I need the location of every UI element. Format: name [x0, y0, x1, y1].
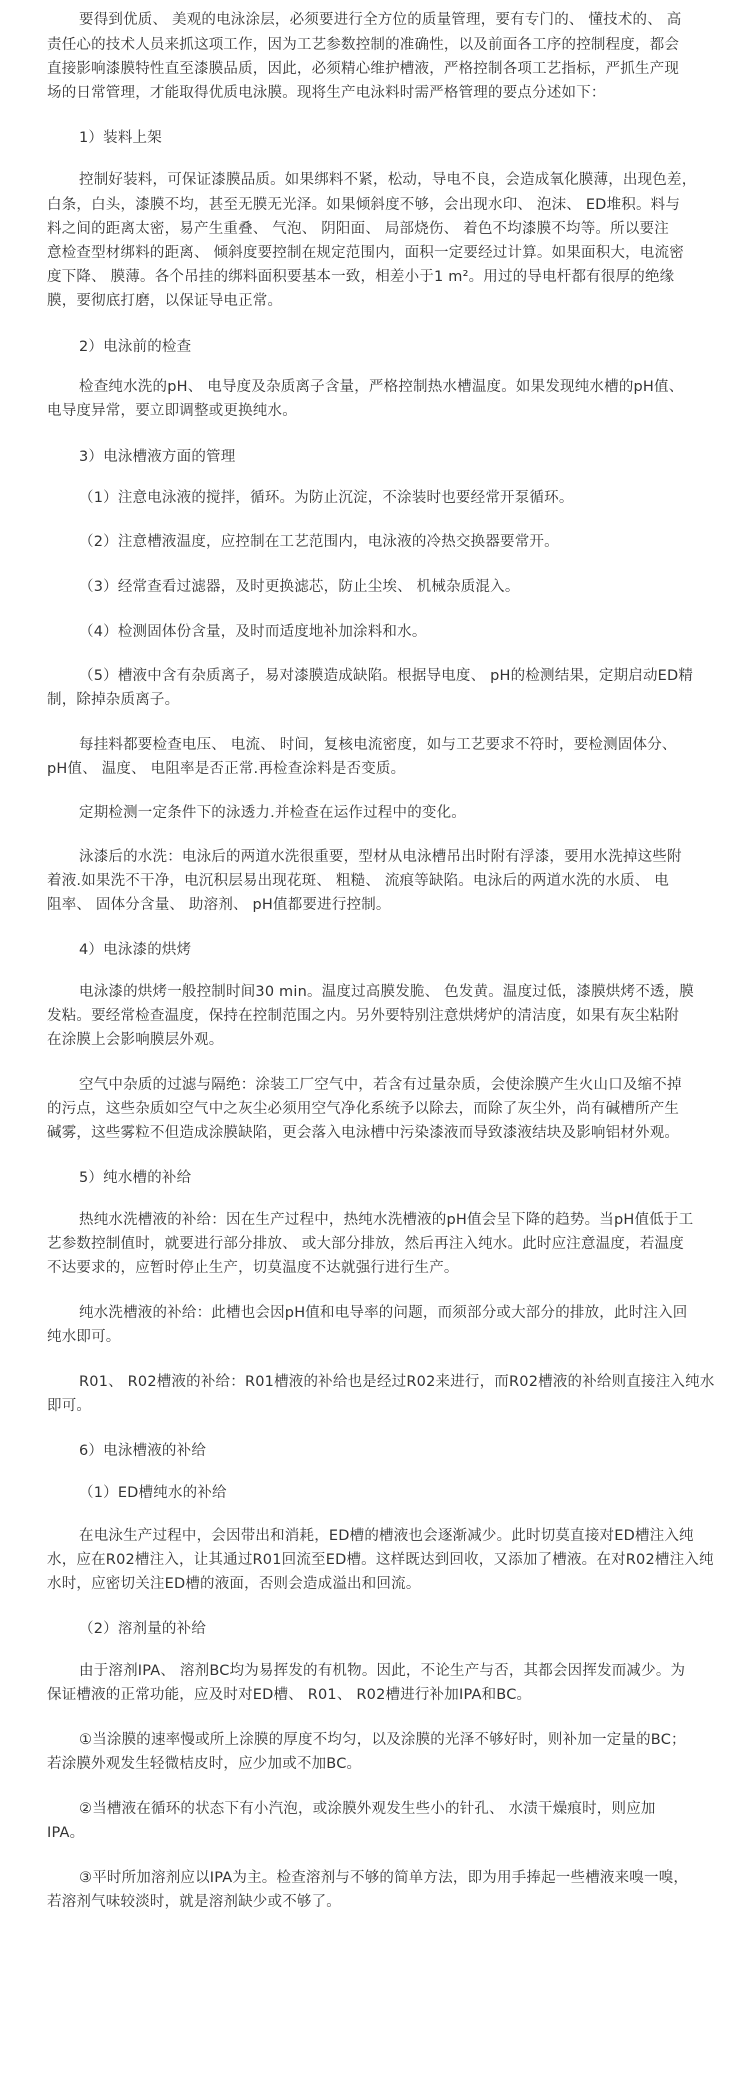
paragraph-line: 热纯水洗槽液的补给：因在生产过程中，热纯水洗槽液的pH值会呈下降的趋势。当pH值低于工	[79, 1212, 694, 1228]
paragraph-line: 白条，白头，漆膜不均，甚至无膜无光泽。如果倾斜度不够，会出现水印、 泡沫、 ED堆积。料与	[47, 197, 681, 213]
paragraph-line: 每挂料都要检查电压、 电流、 时间，复核电流密度，如与工艺要求不符时，要检测固体分、	[79, 737, 677, 753]
paragraph-line: ①当涂膜的速率慢或所上涂膜的厚度不均匀，以及涂膜的光泽不够好时，则补加一定量的BC；	[79, 1732, 686, 1748]
paragraph-line: 纯水即可。	[47, 1329, 121, 1345]
paragraph-line: 料之间的距离太密，易产生重叠、 气泡、 阴阳面、 局部烧伤、 着色不均漆膜不均等。所以要注	[47, 221, 669, 237]
paragraph-line: 控制好装料，可保证漆膜品质。如果绑料不紧，松动，导电不良，会造成氧化膜薄，出现色差，	[79, 172, 697, 188]
paragraph-line: 纯水洗槽液的补给：此槽也会因pH值和电导率的问题，而须部分或大部分的排放，此时注入回	[79, 1305, 688, 1321]
paragraph-line: 在涂膜上会影响膜层外观。	[47, 1032, 224, 1048]
section-heading: 6）电泳槽液的补给	[79, 1443, 207, 1459]
section-heading: 1）装料上架	[79, 130, 162, 146]
section-heading: 2）电泳前的检查	[79, 339, 192, 355]
paragraph-line: 检查纯水洗的pH、 电导度及杂质离子含量，严格控制热水槽温度。如果发现纯水槽的pH值、	[79, 379, 684, 395]
paragraph-line: 度下降、 膜薄。各个吊挂的绑料面积要基本一致，相差小于1 m²。用过的导电杆都有很厚的绝缘	[47, 269, 675, 285]
paragraph-line: IPA。	[47, 1825, 85, 1841]
paragraph-line: （1）ED槽纯水的补给	[79, 1485, 227, 1501]
paragraph-line: 不达要求的，应暂时停止生产，切莫温度不达就强行进行生产。	[47, 1260, 459, 1276]
paragraph-line: 意检查型材绑料的距离、 倾斜度要控制在规定范围内，面积一定要经过计算。如果面积大，电流密	[47, 245, 684, 261]
section-heading: 4）电泳漆的烘烤	[79, 942, 192, 958]
paragraph-line: ③平时所加溶剂应以IPA为主。检查溶剂与不够的简单方法，即为用手捧起一些槽液来嗅一嗅，	[79, 1870, 689, 1886]
paragraph-line: 泳漆后的水洗：电泳后的两道水洗很重要，型材从电泳槽吊出时附有浮漆，要用水洗掉这些附	[79, 849, 682, 865]
paragraph-line: 发粘。要经常检查温度，保持在控制范围之内。另外要特别注意烘烤炉的清洁度，如果有灰尘粘附	[47, 1008, 680, 1024]
paragraph-line: 保证槽液的正常功能，应及时对ED槽、 R01、 R02槽进行补加IPA和BC。	[47, 1687, 532, 1703]
paragraph-line: 艺参数控制值时，就要进行部分排放、 或大部分排放，然后再注入纯水。此时应注意温度，若温度	[47, 1236, 684, 1252]
paragraph-line: （4）检测固体份含量，及时而适度地补加涂料和水。	[79, 624, 427, 640]
paragraph-line: 即可。	[47, 1398, 92, 1414]
paragraph-line: 碱雾，这些雾粒不但造成涂膜缺陷，更会落入电泳槽中污染漆液而导致漆液结块及影响铝材外观。	[47, 1125, 680, 1141]
paragraph-line: ②当槽液在循环的状态下有小汽泡，或涂膜外观发生些小的针孔、 水渍干燥痕时，则应加	[79, 1801, 656, 1817]
paragraph-line: 着液.如果洗不干净，电沉积层易出现花斑、 粗糙、 流痕等缺陷。电泳后的两道水洗的水质、 电	[47, 873, 669, 889]
paragraph-line: 电泳漆的烘烤一般控制时间30 min。温度过高膜发脆、 色发黄。温度过低，漆膜烘烤不透，膜	[79, 984, 695, 1000]
paragraph-line: 由于溶剂IPA、 溶剂BC均为易挥发的有机物。因此，不论生产与否，其都会因挥发而减少。为	[79, 1663, 686, 1679]
paragraph-line: pH值、 温度、 电阻率是否正常.再检查涂料是否变质。	[47, 761, 406, 777]
paragraph-line: 定期检测一定条件下的泳透力.并检查在运作过程中的变化。	[79, 805, 467, 821]
paragraph-line: 责任心的技术人员来抓这项工作，因为工艺参数控制的准确性，以及前面各工序的控制程度，都会	[47, 37, 680, 53]
paragraph-line: 场的日常管理，才能取得优质电泳膜。现将生产电泳料时需严格管理的要点分述如下：	[47, 85, 606, 101]
paragraph-line: 在电泳生产过程中，会因带出和消耗，ED槽的槽液也会逐渐减少。此时切莫直接对ED槽注入纯	[79, 1528, 694, 1544]
paragraph-line: 电导度异常，要立即调整或更换纯水。	[47, 403, 297, 419]
paragraph-line: 空气中杂质的过滤与隔绝：涂装工厂空气中，若含有过量杂质，会使涂膜产生火山口及缩不掉	[79, 1077, 682, 1093]
paragraph-line: （3）经常查看过滤器，及时更换滤芯，防止尘埃、 机械杂质混入。	[79, 579, 520, 595]
paragraph-line: 阻率、 固体分含量、 助溶剂、 pH值都要进行控制。	[47, 897, 391, 913]
paragraph-line: （2）注意槽液温度，应控制在工艺范围内，电泳液的冷热交换器要常开。	[79, 534, 559, 550]
paragraph-line: R01、 R02槽液的补给：R01槽液的补给也是经过R02来进行，而R02槽液的补给则直接注入纯水	[79, 1374, 715, 1390]
paragraph-line: 直接影响漆膜特性直至漆膜品质，因此，必须精心维护槽液，严格控制各项工艺指标，严抓生产现	[47, 61, 680, 77]
paragraph-line: 膜，要彻底打磨，以保证导电正常。	[47, 293, 283, 309]
paragraph-line: （1）注意电泳液的搅拌，循环。为防止沉淀，不涂装时也要经常开泵循环。	[79, 490, 574, 506]
paragraph-line: （2）溶剂量的补给	[79, 1621, 207, 1637]
paragraph-line: 水，应在R02槽注入，让其通过R01回流至ED槽。这样既达到回收，又添加了槽液。在对R02槽注入纯	[47, 1552, 714, 1568]
paragraph-line: 水时，应密切关注ED槽的液面，否则会造成溢出和回流。	[47, 1576, 421, 1592]
paragraph-line: 要得到优质、 美观的电泳涂层，必须要进行全方位的质量管理，要有专门的、 懂技术的、 高	[79, 12, 682, 28]
section-heading: 3）电泳槽液方面的管理	[79, 449, 236, 465]
paragraph-line: 若涂膜外观发生轻微桔皮时，应少加或不加BC。	[47, 1756, 362, 1772]
paragraph-line: （5）槽液中含有杂质离子，易对漆膜造成缺陷。根据导电度、 pH的检测结果，定期启动ED精	[79, 668, 694, 684]
paragraph-line: 的污点，这些杂质如空气中之灰尘必须用空气净化系统予以除去，而除了灰尘外，尚有碱槽所产生	[47, 1101, 680, 1117]
section-heading: 5）纯水槽的补给	[79, 1170, 192, 1186]
paragraph-line: 若溶剂气味较淡时，就是溶剂缺少或不够了。	[47, 1894, 341, 1910]
paragraph-line: 制，除掉杂质离子。	[47, 692, 180, 708]
